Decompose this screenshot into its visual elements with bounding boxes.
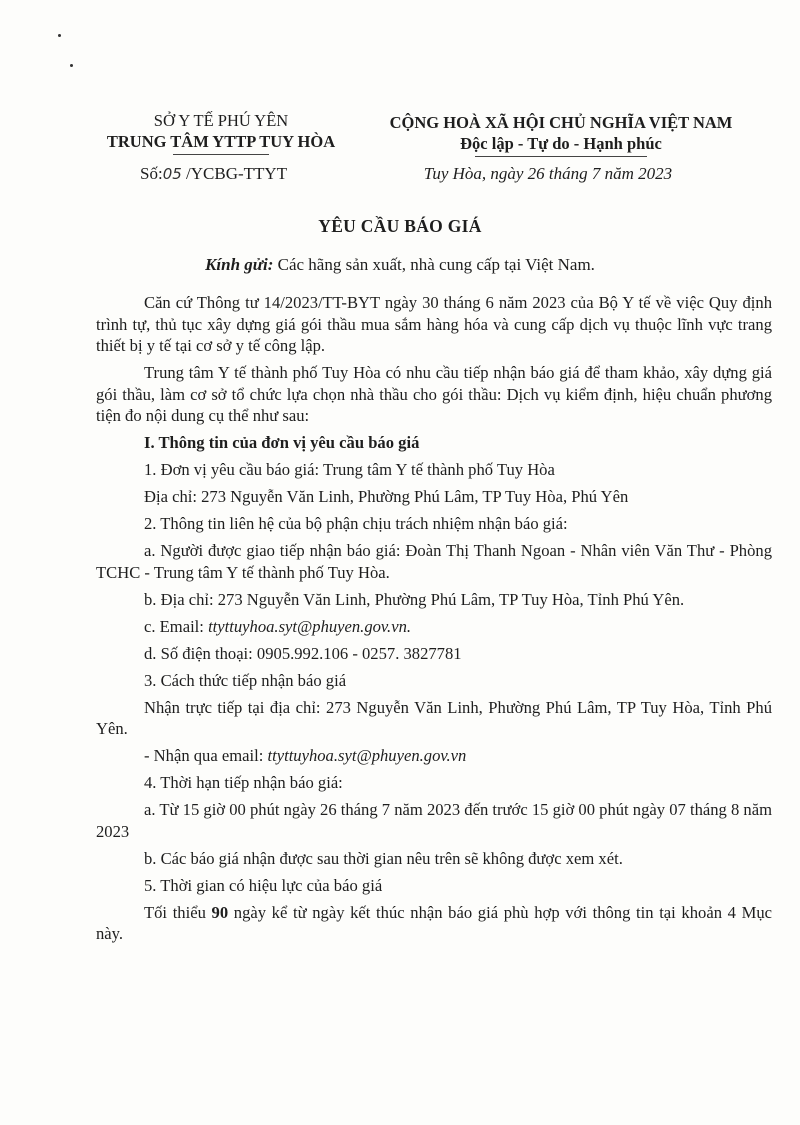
receive-email-label: - Nhận qua email: — [144, 746, 268, 765]
date-line: Tuy Hòa, ngày 26 tháng 7 năm 2023 — [423, 164, 673, 183]
national-header — [378, 112, 744, 157]
docno-prefix: Số: — [140, 164, 163, 183]
national-motto: Độc lập - Tự do - Hạnh phúc — [460, 134, 662, 153]
document-title: YÊU CẦU BÁO GIÁ — [318, 216, 482, 236]
document-number — [140, 164, 287, 184]
item-validity: 5. Thời gian có hiệu lực của báo giá — [144, 875, 383, 895]
email-label: c. Email: — [144, 616, 209, 636]
item-contact-info: 2. Thông tin liên hệ của bộ phận chịu trách nhiệm nhận báo giá: — [144, 514, 568, 533]
validity-days: 90 — [211, 902, 229, 922]
issuer-underline — [173, 154, 269, 155]
recipient-text: Các hãng sản xuất, nhà cung cấp tại Việt Nam. — [273, 255, 595, 274]
motto-underline — [475, 156, 647, 157]
docno-suffix: /YCBG-TTYT — [186, 164, 288, 183]
paragraph-request: Trung tâm Y tế thành phố Tuy Hòa có nhu cầu tiếp nhận báo giá để tham khảo, xây dựng giá gói thầu, làm cơ sở tổ chức lựa chọn nhà thầu cho gói thầu: Dịch vụ kiểm định, hiệu chuẩn phương tiện đo nội dung cụ thể như sau: — [96, 363, 772, 425]
agency-name: SỞ Y TẾ PHÚ YÊN — [153, 111, 289, 130]
unit-name: TRUNG TÂM YTTP TUY HÒA — [106, 132, 336, 151]
item-receive-direct: Nhận trực tiếp tại địa chỉ: 273 Nguyễn Văn Linh, Phường Phú Lâm, TP Tuy Hòa, Tỉnh Phú Yên. — [96, 697, 772, 738]
email-address-link[interactable]: ttyttuyhoa.syt@phuyen.gov.vn. — [208, 616, 412, 636]
item-receive-email — [96, 745, 772, 767]
scan-speck — [58, 34, 61, 37]
validity-post: ngày kể từ ngày kết thúc nhận báo giá phù hợp với thông tin tại khoản 4 Mục này. — [96, 902, 772, 943]
item-validity-detail — [96, 902, 772, 945]
item-contact-person: a. Người được giao tiếp nhận báo giá: Đoàn Thị Thanh Ngoan - Nhân viên Văn Thư - Phòng TCHC - Trung tâm Y tế thành phố Tuy Hòa. — [96, 541, 772, 582]
validity-pre: Tối thiểu — [144, 902, 212, 922]
item-unit-address: Địa chỉ: 273 Nguyễn Văn Linh, Phường Phú Lâm, TP Tuy Hòa, Phú Yên — [144, 487, 629, 506]
recipient-line — [0, 255, 800, 275]
item-receiving-method: 3. Cách thức tiếp nhận báo giá — [144, 670, 347, 690]
recipient-label: Kính gửi: — [205, 255, 274, 274]
item-contact-phone: d. Số điện thoại: 0905.992.106 - 0257. 3827781 — [144, 643, 462, 663]
item-deadline: 4. Thời hạn tiếp nhận báo giá: — [144, 773, 343, 792]
issuer-block — [96, 110, 346, 155]
docno-handwritten-number: 05 — [162, 165, 182, 183]
document-body — [96, 292, 772, 950]
item-deadline-period: a. Từ 15 giờ 00 phút ngày 26 tháng 7 năm 2023 đến trước 15 giờ 00 phút ngày 07 tháng 8 năm 2023 — [96, 800, 772, 841]
section-heading: I. Thông tin của đơn vị yêu cầu báo giá — [144, 433, 420, 452]
scan-speck — [70, 64, 73, 67]
country-name: CỘNG HOÀ XÃ HỘI CHỦ NGHĨA VIỆT NAM — [389, 113, 733, 132]
item-contact-address: b. Địa chỉ: 273 Nguyễn Văn Linh, Phường Phú Lâm, TP Tuy Hòa, Tỉnh Phú Yên. — [144, 589, 685, 609]
item-contact-email — [96, 616, 772, 638]
item-requesting-unit: 1. Đơn vị yêu cầu báo giá: Trung tâm Y tế thành phố Tuy Hòa — [144, 460, 555, 479]
paragraph-legal-basis: Căn cứ Thông tư 14/2023/TT-BYT ngày 30 tháng 6 năm 2023 của Bộ Y tế về việc Quy định trình tự, thủ tục xây dựng giá gói thầu mua sắm hàng hóa và cung cấp dịch vụ thuộc lĩnh vực trang thiết bị y tế tại cơ sở y tế công lập. — [96, 293, 772, 355]
receive-email-link[interactable]: ttyttuyhoa.syt@phuyen.gov.vn — [267, 746, 467, 765]
item-deadline-late: b. Các báo giá nhận được sau thời gian nêu trên sẽ không được xem xét. — [144, 848, 623, 868]
